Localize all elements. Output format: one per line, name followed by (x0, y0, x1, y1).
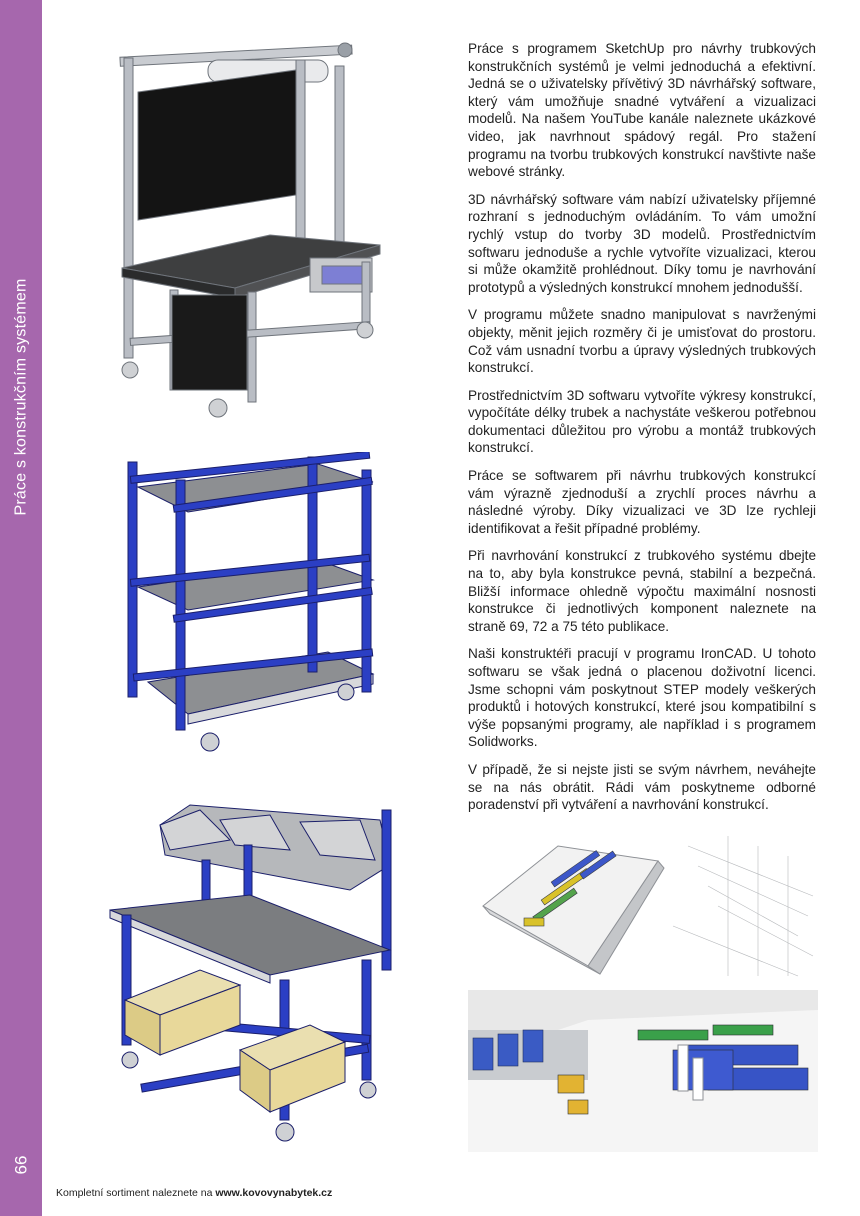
paragraph: Práce s programem SketchUp pro návrhy trubkových konstrukčních systémů je velmi jednoduchá a efektivní. Jedná se o uživatelsky přívětivý 3D návrhářský software, který vám umožňuje snadné vytváření a vizualizaci modelů. Na našem YouTube kanále naleznete ukázkové video, jak navrhnout spádový regál. Pro stažení programu na tvorbu trubkových konstrukcí navštivte naše webové stránky. (468, 41, 816, 180)
paragraph: Práce se softwarem při návrhu trubkových konstrukcí vám výrazně zjednoduší a zrychlí proces návrhu a následné výroby. Díky vizualizaci ve 3D lze rychleji identifikovat a řešit případné problémy. (468, 468, 816, 536)
article-text (468, 40, 816, 824)
footer-note (56, 1187, 332, 1199)
workbench-illustration (100, 30, 400, 430)
paragraph: 3D návrhářský software vám nabízí uživatelsky příjemné rozhraní s jednoduchým ovládáním. To vám umožní rychlý vstup do tvorby 3D modelů. Prostřednictvím softwaru jednoduše a rychle vytvoříte vizualizaci, kterou si může okamžitě prohlédnout. Díky tomu je navrhování prototypů a výsledných konstrukcí mnohem jednodušší. (468, 191, 816, 295)
warehouse-layout-illustration (468, 826, 818, 986)
paragraph: V případě, že si nejste jisti se svým návrhem, neváhejte se na nás obrátit. Rádi vám poskytneme odborné poradenství při vytváření a navrhování konstrukcí. (468, 761, 816, 813)
footer-url[interactable]: www.kovovynabytek.cz (215, 1187, 333, 1199)
page-number-text: 66 (10, 1155, 30, 1175)
section-title (4, 278, 38, 516)
sidebar-band (0, 0, 42, 1216)
paragraph: Prostřednictvím 3D softwaru vytvoříte výkresy konstrukcí, vypočítáte délky trubek a nachystáte veškerou potřebnou dokumentaci důležitou pro výrobu a montáž trubkových konstrukcí. (468, 387, 816, 456)
box-table-illustration (100, 790, 410, 1150)
warehouse-perspective-illustration (468, 990, 818, 1152)
page-number (0, 1150, 42, 1180)
paragraph: Naši konstruktéři pracují v programu IronCAD. U tohoto softwaru se však jedná o placenou doživotní licenci. Jsme schopni vám poskytnout STEP modely veškerých produktů i hotových konstrukcí, které jsou kompatibilní s výše popsanými programy, ale například i s programem Solidworks. (468, 646, 816, 750)
footer-prefix: Kompletní sortiment naleznete na (56, 1187, 216, 1199)
shelf-cart-illustration (118, 452, 388, 762)
paragraph: Při navrhování konstrukcí z trubkového systému dbejte na to, aby byla konstrukce pevná, stabilní a bezpečná. Bližší informace ohledně výpočtu maximální nosnosti konstrukce či jednotlivých komponent naleznete na straně 69, 72 a 75 této publikace. (468, 548, 816, 634)
paragraph: V programu můžete snadno manipulovat s navrženými objekty, měnit jejich rozměry či je umisťovat do prostoru. Což vám usnadní tvorbu a úpravy výsledných trubkových konstrukcí. (468, 307, 816, 376)
section-title-text: Práce s konstrukčním systémem (12, 278, 30, 516)
